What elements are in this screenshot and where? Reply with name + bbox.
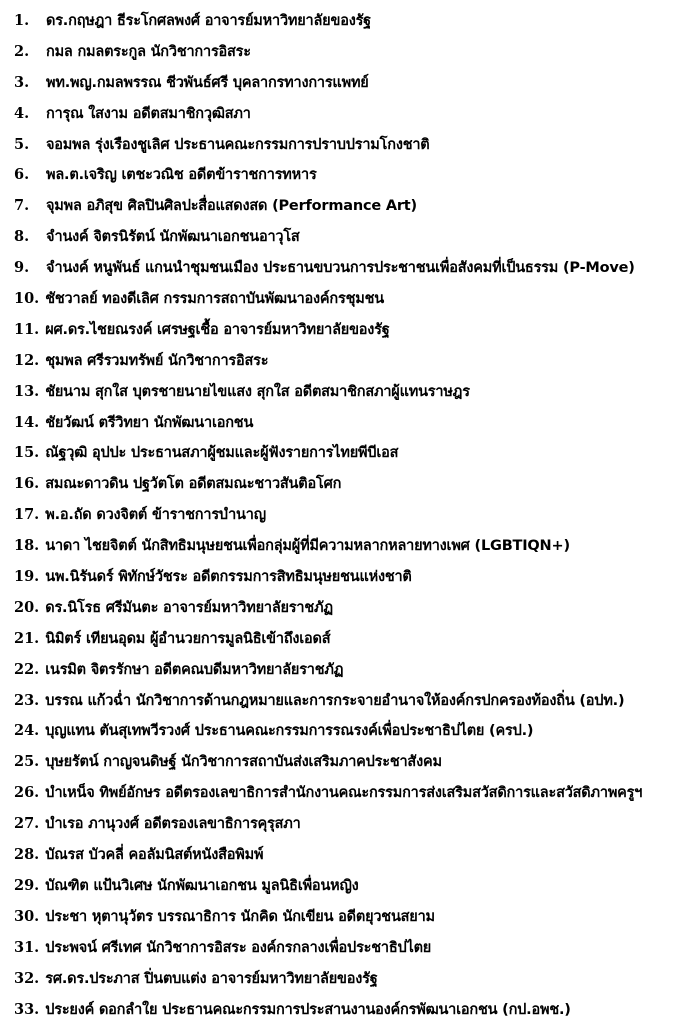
item-number: 23. [14, 691, 40, 709]
item-text: ผศ.ดร.ไชยณรงค์ เศรษฐเชื้อ อาจารย์มหาวิทยาลัยของรัฐ [45, 321, 390, 338]
list-item [14, 809, 696, 840]
list-item [14, 624, 696, 655]
item-text: จอมพล รุ่งเรืองชูเลิศ ประธานคณะกรรมการปราบปรามโกงชาติ [46, 136, 430, 153]
item-text: นิมิตร์ เทียนอุดม ผู้อำนวยการมูลนิธิเข้าถึงเอดส์ [45, 630, 331, 647]
item-number: 5. [14, 135, 30, 153]
item-number: 21. [14, 629, 40, 647]
list-item [14, 469, 696, 500]
item-text: ประยงค์ ดอกลำใย ประธานคณะกรรมการประสานงานองค์กรพัฒนาเอกชน (กป.อพช.) [45, 1001, 571, 1018]
item-text: เนรมิต จิตรรักษา อดีตคณบดีมหาวิทยาลัยราชภัฏ [45, 661, 344, 678]
item-number: 19. [14, 568, 40, 586]
list-item [14, 438, 696, 469]
item-number: 32. [14, 969, 40, 987]
list-item [14, 6, 696, 37]
list-item [14, 531, 696, 562]
item-number: 11. [14, 320, 40, 338]
list-item [14, 778, 696, 809]
item-text: สมณะดาวดิน ปฐวัตโต อดีตสมณะชาวสันติอโศก [45, 476, 342, 493]
list-item [14, 253, 696, 284]
item-text: ชัยนาม สุกใส บุตรชายนายไขแสง สุกใส อดีตสมาชิกสภาผู้แทนราษฎร [45, 383, 470, 400]
list-item [14, 160, 696, 191]
list-item [14, 716, 696, 747]
item-text: บำเหน็จ ทิพย์อักษร อดีตรองเลขาธิการสำนักงานคณะกรรมการส่งเสริมสวัสดิการและสวัสดิภาพครูฯ [45, 785, 643, 802]
item-number: 2. [14, 42, 30, 60]
item-number: 24. [14, 722, 40, 740]
item-text: บัณรส บัวคลี่ คอลัมนิสต์หนังสือพิมพ์ [45, 847, 264, 864]
item-number: 1. [14, 12, 30, 29]
item-number: 14. [14, 413, 40, 431]
item-number: 7. [14, 197, 30, 215]
item-number: 17. [14, 506, 40, 524]
item-text: บรรณ แก้วฉ่ำ นักวิชาการด้านกฎหมายและการกระจายอำนาจให้องค์กรปกครองท้องถิ่น (อปท.) [45, 692, 625, 709]
item-text: บำเรอ ภานุวงศ์ อดีตรองเลขาธิการคุรุสภา [45, 816, 301, 833]
list-item [14, 933, 696, 964]
item-text: ประพจน์ ศรีเทศ นักวิชาการอิสระ องค์กรกลางเพื่อประชาธิปไตย [45, 939, 432, 956]
list-item [14, 68, 696, 99]
item-text: ดร.กฤษฎา ธีระโกศลพงศ์ อาจารย์มหาวิทยาลัยของรัฐ [46, 13, 371, 29]
item-text: บัณฑิต แป้นวิเศษ นักพัฒนาเอกชน มูลนิธิเพื่อนหญิง [45, 877, 359, 894]
item-text: จำนงค์ หนูพันธ์ แกนนำชุมชนเมือง ประธานขบวนการประชาชนเพื่อสังคมที่เป็นธรรม (P-Move) [46, 260, 635, 277]
list-item [14, 408, 696, 439]
item-number: 3. [14, 73, 30, 91]
list-item [14, 593, 696, 624]
item-text: การุณ ใสงาม อดีตสมาชิกวุฒิสภา [46, 105, 251, 122]
item-text: ชัชวาลย์ ทองดีเลิศ กรรมการสถาบันพัฒนาองค์กรชุมชน [45, 291, 384, 308]
list-item [14, 346, 696, 377]
item-number: 26. [14, 784, 40, 802]
signatory-list [0, 6, 696, 1025]
item-number: 6. [14, 166, 30, 184]
item-text: นาดา ไชยจิตต์ นักสิทธิมนุษยชนเพื่อกลุ่มผู้ที่มีความหลากหลายทางเพศ (LGBTIQN+) [45, 538, 570, 555]
item-number: 29. [14, 876, 40, 894]
item-number: 33. [14, 1000, 40, 1018]
item-text: ชัยวัฒน์ ตรีวิทยา นักพัฒนาเอกชน [45, 414, 254, 431]
item-number: 30. [14, 907, 40, 925]
list-item [14, 562, 696, 593]
item-text: ดร.นิโรธ ศรีมันตะ อาจารย์มหาวิทยาลัยราชภัฏ [45, 599, 333, 616]
item-text: จำนงค์ จิตรนิรัตน์ นักพัฒนาเอกชนอาวุโส [46, 229, 300, 246]
item-number: 18. [14, 537, 40, 555]
list-item [14, 655, 696, 686]
item-number: 22. [14, 660, 40, 678]
item-text: พล.ต.เจริญ เตชะวณิช อดีตข้าราชการทหาร [46, 167, 317, 184]
item-number: 15. [14, 444, 40, 462]
list-item [14, 871, 696, 902]
list-item [14, 284, 696, 315]
item-text: ประชา หุตานุวัตร บรรณาธิการ นักคิด นักเขียน อดีตยุวชนสยาม [45, 908, 435, 925]
item-number: 9. [14, 259, 30, 277]
item-number: 12. [14, 351, 40, 369]
list-item [14, 902, 696, 933]
item-text: กมล กมลตระกูล นักวิชาการอิสระ [46, 43, 251, 60]
list-item [14, 686, 696, 717]
list-item [14, 840, 696, 871]
list-item [14, 377, 696, 408]
item-number: 25. [14, 753, 40, 771]
item-number: 28. [14, 846, 40, 864]
item-text: นพ.นิรันดร์ พิทักษ์วัชระ อดีตกรรมการสิทธิมนุษยชนแห่งชาติ [45, 569, 412, 586]
item-number: 20. [14, 598, 40, 616]
item-text: บุญแทน ตันสุเทพวีรวงศ์ ประธานคณะกรรมการรณรงค์เพื่อประชาธิปไตย (ครป.) [45, 723, 534, 740]
list-item [14, 315, 696, 346]
list-item [14, 747, 696, 778]
item-number: 13. [14, 382, 40, 400]
list-item [14, 222, 696, 253]
item-number: 10. [14, 290, 40, 308]
item-number: 8. [14, 228, 30, 246]
list-item [14, 130, 696, 161]
item-number: 16. [14, 475, 40, 493]
list-item [14, 99, 696, 130]
item-text: พ.อ.ถัด ดวงจิตต์ ข้าราชการบำนาญ [45, 507, 266, 524]
item-text: บุษยรัตน์ กาญจนดิษฐ์ นักวิชาการสถาบันส่งเสริมภาคประชาสังคม [45, 754, 442, 771]
item-number: 4. [14, 104, 30, 122]
list-item [14, 37, 696, 68]
list-item [14, 500, 696, 531]
item-number: 27. [14, 815, 40, 833]
list-item [14, 995, 696, 1026]
item-text: พท.พญ.กมลพรรณ ชีวพันธ์ศรี บุคลากรทางการแพทย์ [46, 74, 369, 91]
item-text: ชุมพล ศรีรวมทรัพย์ นักวิชาการอิสระ [45, 352, 269, 369]
list-item [14, 191, 696, 222]
item-number: 31. [14, 938, 40, 956]
list-item [14, 964, 696, 995]
item-text: จุมพล อภิสุข ศิลปินศิลปะสื่อแสดงสด (Performance Art) [46, 198, 417, 215]
item-text: รศ.ดร.ประภาส ปิ่นตบแต่ง อาจารย์มหาวิทยาลัยของรัฐ [45, 970, 378, 987]
item-text: ณัฐวุฒิ อุปปะ ประธานสภาผู้ชมและผู้ฟังรายการไทยพีบีเอส [45, 445, 399, 462]
